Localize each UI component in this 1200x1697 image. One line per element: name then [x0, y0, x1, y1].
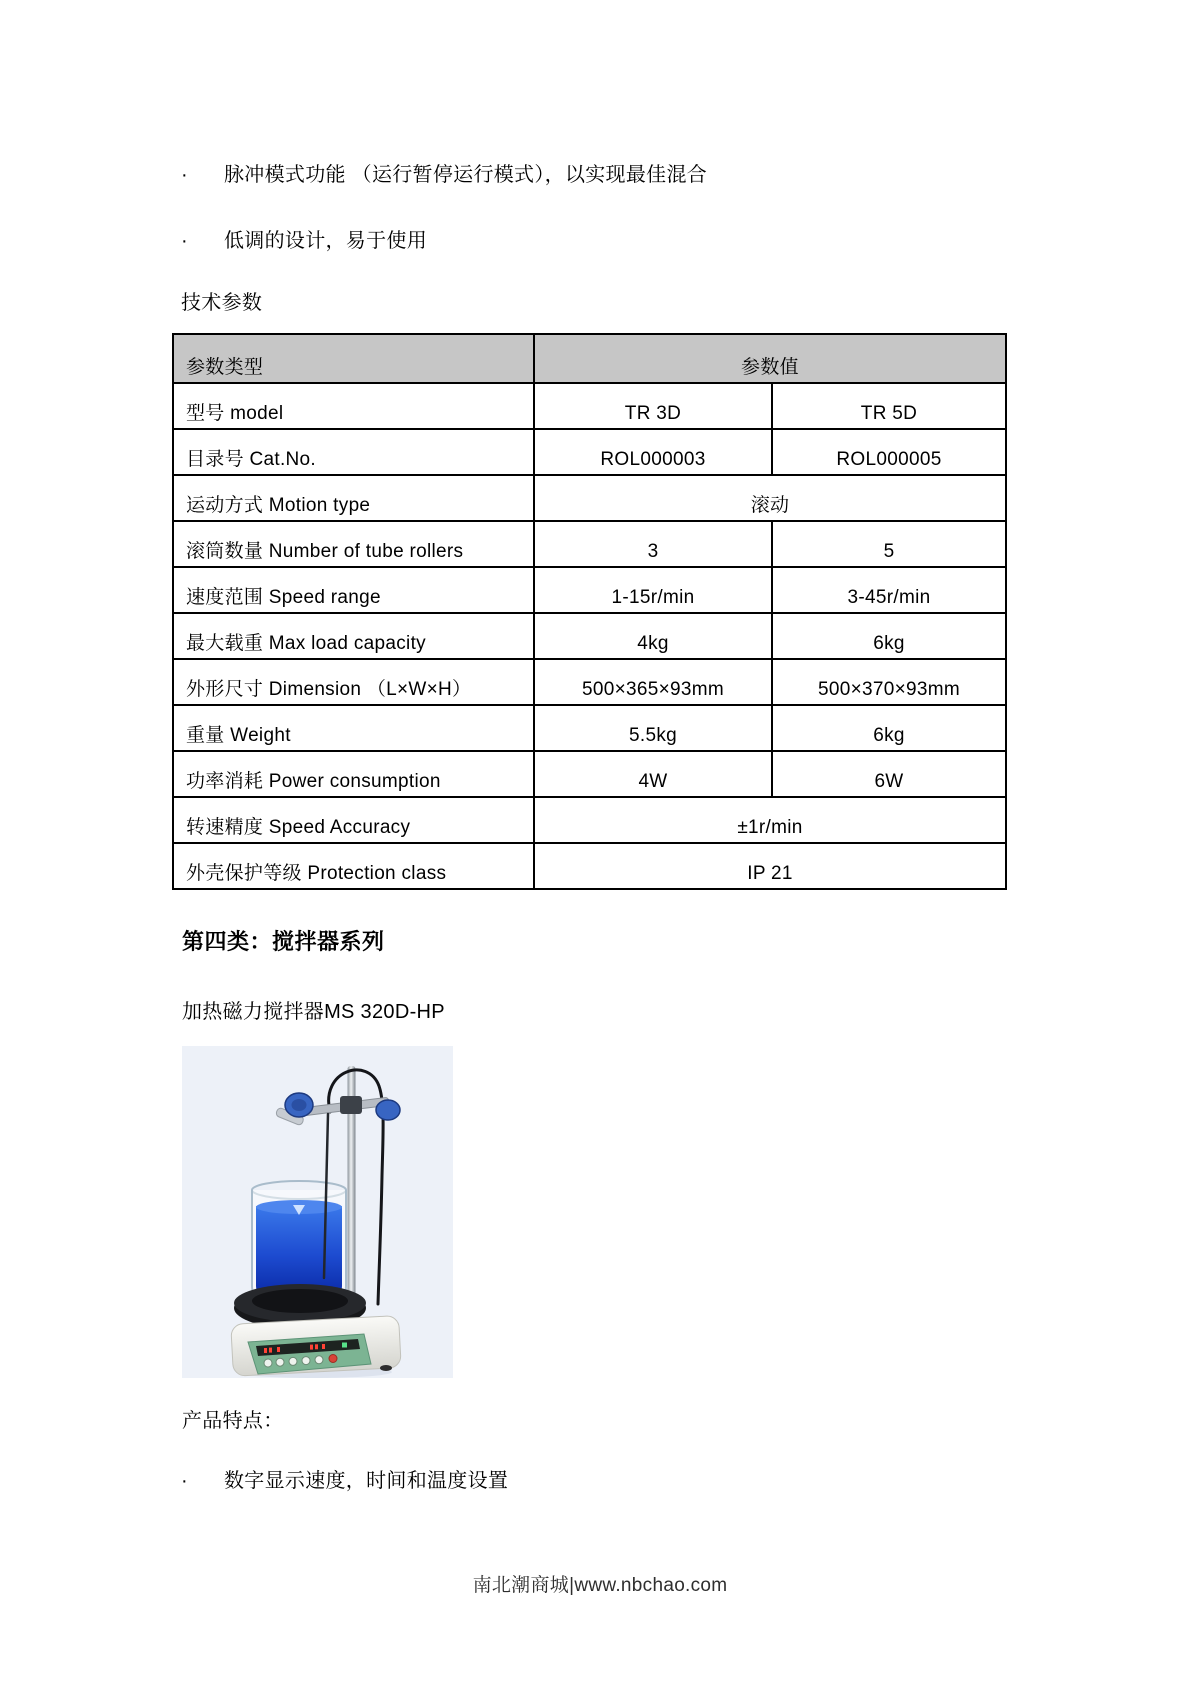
page-footer	[0, 1570, 1200, 1597]
row-label: 外壳保护等级 Protection class	[173, 843, 534, 889]
row-value: 500×370×93mm	[772, 659, 1006, 705]
row-value: 4kg	[534, 613, 772, 659]
header-param-value: 参数值	[534, 334, 1006, 383]
row-value: 500×365×93mm	[534, 659, 772, 705]
row-label: 功率消耗 Power consumption	[173, 751, 534, 797]
row-value: IP 21	[534, 843, 1006, 889]
features-heading: 产品特点：	[182, 1410, 284, 1432]
table-row-protection-class	[173, 843, 1006, 889]
row-value: 6W	[772, 751, 1006, 797]
row-value: 1-15r/min	[534, 567, 772, 613]
row-label: 外形尺寸 Dimension （L×W×H）	[173, 659, 534, 705]
bullet-item	[181, 1468, 1081, 1494]
table-row-motion-type	[173, 475, 1006, 521]
row-value: 5.5kg	[534, 705, 772, 751]
table-row-catno	[173, 429, 1006, 475]
table-row-model	[173, 383, 1006, 429]
product-name: 加热磁力搅拌器MS 320D-HP	[182, 1001, 445, 1023]
bullet-dot: ·	[181, 230, 188, 252]
footer-url: www.nbchao.com	[574, 1575, 728, 1596]
row-value: TR 3D	[534, 383, 772, 429]
bullet-item	[181, 162, 1081, 188]
row-value: ROL000003	[534, 429, 772, 475]
section-title: 第四类：搅拌器系列	[182, 929, 385, 954]
table-row-weight	[173, 705, 1006, 751]
row-value: ROL000005	[772, 429, 1006, 475]
row-label: 目录号 Cat.No.	[173, 429, 534, 475]
spec-table	[172, 333, 1007, 890]
row-value: 3	[534, 521, 772, 567]
bullet-dot: ·	[181, 1470, 188, 1492]
row-label: 转速精度 Speed Accuracy	[173, 797, 534, 843]
tech-params-heading: 技术参数	[181, 292, 263, 314]
table-row-speed-accuracy	[173, 797, 1006, 843]
footer-separator: |	[569, 1575, 575, 1596]
bullet-text: 低调的设计，易于使用	[224, 230, 427, 252]
table-row-speed-range	[173, 567, 1006, 613]
stirrer-illustration	[182, 1046, 453, 1378]
table-row-rollers	[173, 521, 1006, 567]
row-value: 3-45r/min	[772, 567, 1006, 613]
row-value: 6kg	[772, 705, 1006, 751]
table-row-power	[173, 751, 1006, 797]
table-row-dimension	[173, 659, 1006, 705]
row-label: 滚筒数量 Number of tube rollers	[173, 521, 534, 567]
bullet-dot: ·	[181, 164, 188, 186]
row-label: 速度范围 Speed range	[173, 567, 534, 613]
row-label: 最大载重 Max load capacity	[173, 613, 534, 659]
row-value: 滚动	[534, 475, 1006, 521]
row-label: 重量 Weight	[173, 705, 534, 751]
header-param-type: 参数类型	[173, 334, 534, 383]
table-header-row	[173, 334, 1006, 383]
product-image	[182, 1046, 453, 1378]
table-row-max-load	[173, 613, 1006, 659]
row-value: 6kg	[772, 613, 1006, 659]
row-label: 运动方式 Motion type	[173, 475, 534, 521]
row-value: 4W	[534, 751, 772, 797]
bullet-text: 数字显示速度，时间和温度设置	[224, 1470, 509, 1492]
row-label: 型号 model	[173, 383, 534, 429]
bullet-item	[181, 228, 1081, 254]
footer-site-name: 南北潮商城	[472, 1575, 570, 1596]
row-value: 5	[772, 521, 1006, 567]
row-value: ±1r/min	[534, 797, 1006, 843]
row-value: TR 5D	[772, 383, 1006, 429]
bullet-text: 脉冲模式功能 （运行暂停运行模式），以实现最佳混合	[224, 164, 708, 186]
